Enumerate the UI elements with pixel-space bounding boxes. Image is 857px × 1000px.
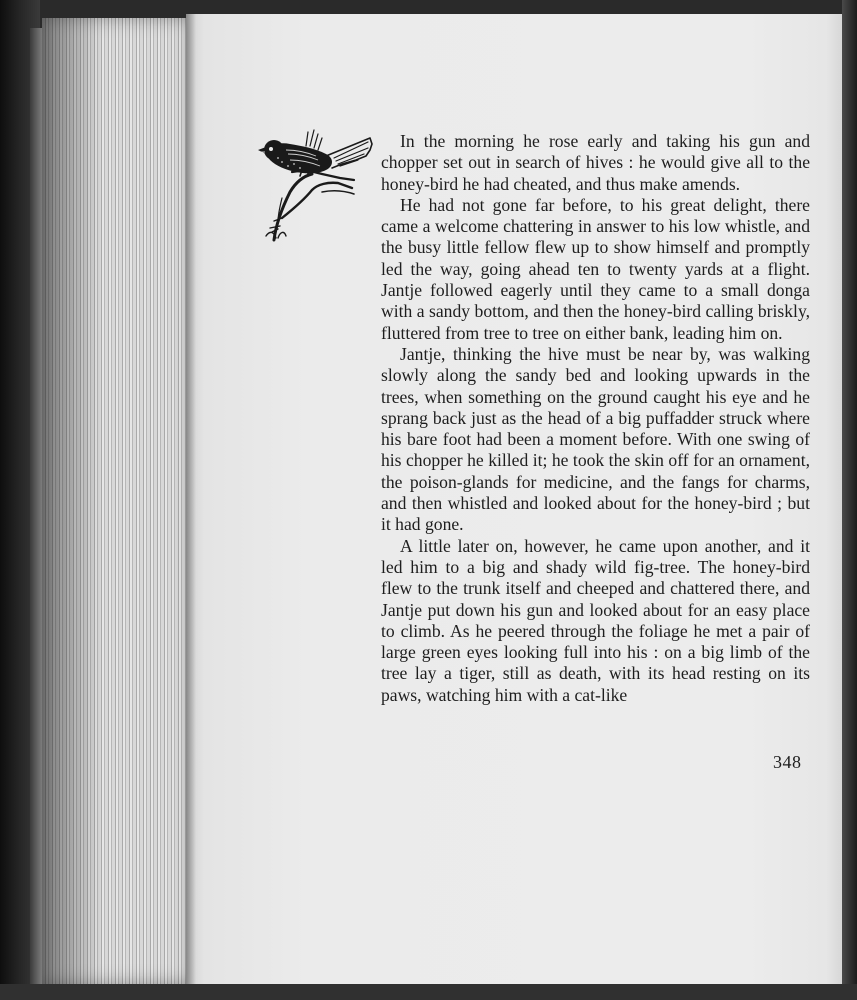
facing-page-edge — [842, 0, 857, 1000]
paragraph-3: Jantje, thinking the hive must be near by, was walking slowly along the sandy bed and looking upwards in the trees, when something on the ground caught his eye and he sprang back just as the head of a big puffadder struck where his bare foot had been a moment before. With one swing of his chopper he killed it; he took the skin off for an ornament, the poison-glands for medicine, and the fangs for charms, and then whistled and looked about for the honey-bird ; but it had gone. — [381, 343, 810, 535]
honey-bird-woodcut-icon — [252, 128, 374, 242]
paragraph-2: He had not gone far before, to his great delight, there came a welcome chattering in answer to his low whistle, and the busy little fellow flew up to show himself and promptly led the way, going ahead ten to twenty yards at a flight. Jantje followed eagerly until they came to a small donga with a sandy bottom, and then the honey-bird calling briskly, fluttered from tree to tree on either bank, leading him on. — [381, 194, 810, 343]
bottom-edge — [0, 984, 857, 1000]
paragraph-1: In the morning he rose early and taking his gun and chopper set out in search of hives : he would give all to the honey-bird he had cheated, and thus make amends. — [381, 131, 810, 194]
page-number: 348 — [773, 752, 802, 772]
page-gutter-shadow — [186, 14, 196, 986]
paragraph-4: A little later on, however, he came upon another, and it led him to a big and shady wild fig-tree. The honey-bird flew to the trunk itself and cheeped and chattered there, and Jantje put down his gun and looked about for an easy place to climb. As he peered through the foliage he met a pair of large green eyes looking full into his : on a big limb of the tree lay a tiger, still as death, with its head resting on its paws, watching him with a cat-like — [381, 535, 810, 705]
page-stack-shadow — [42, 18, 102, 984]
page-text — [381, 131, 810, 706]
